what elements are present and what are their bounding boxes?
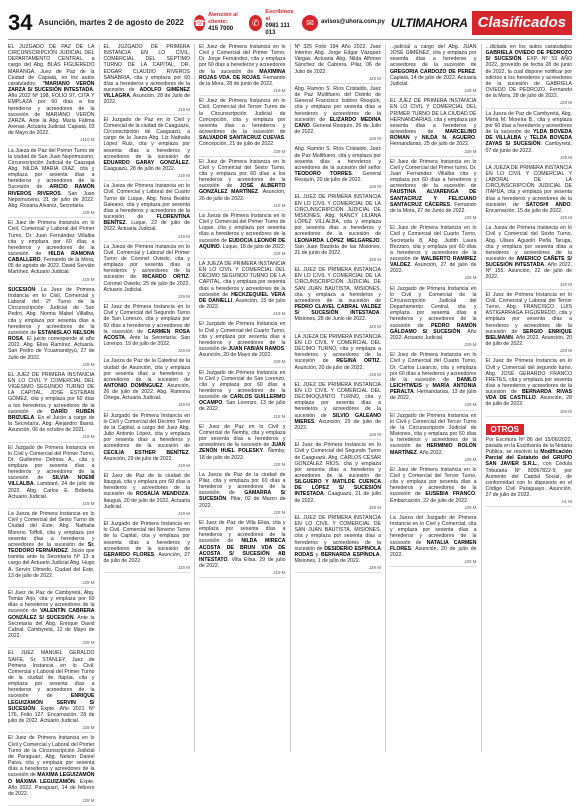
notice-id: J29 M bbox=[390, 505, 477, 513]
contact-phone-label: Atención al cliente: bbox=[208, 12, 238, 25]
notice-id: J19 M bbox=[104, 107, 191, 115]
legal-notice: EL JUEZ DE PRIMERA INSTANCIA EN LO CIVIL Y COMERCIAL DE LA CIRCUNSCRIPCIÓN JUDICIAL DE SAN JUAN BAUTISTA, MISIONES, cita y emplaza a herederos y acreedores de la sucesión de PEDRO CLAVEL CABRAL VALDEZ S/ SUCESIÓN INTESTADA. Misiones, 28 de Junio de 2022. J29 M bbox=[295, 267, 382, 332]
notice-id: J29 M bbox=[486, 215, 573, 223]
legal-notice: ...judicial a cargo del Abg. JUAN JOSÉ GIMÉNEZ, cita y emplaza por sesenta días a herederos y acreedores de la sucesión de GREGORIA CARDOZO DE PEREZ. Capiatá, 14 de julio de 2022. Actuaria Judicial. J29 M bbox=[390, 44, 477, 96]
notice-id: J29 M bbox=[8, 640, 95, 648]
legal-notice: EL JUEZ DE PRIMERA INSTANCIA EN LO CIVIL Y COMERCIAL DEL DECIMOQUINTO TURNO, cita y emplaza por sesenta días a herederos y acreedores de la sucesión de SILVIO GALEANO MIERES. Asunción, 29 de julio de 2022. J29 M bbox=[295, 382, 382, 440]
legal-notice: El Juez de Primera Instancia en lo Civil, Comercial y Laboral del Primer Turno, Dr. Juan Fernández Villalba cita y emplaza por 60 días a herederos y acreedores de la sucesión de HILDA RAMONA CABALLERO. Fernando de la Mora, 05 de agosto de 2022. David Servián Martínez, Actuario Judicial. J19 M bbox=[8, 220, 95, 285]
legal-notice: El Juez de Primera Instancia en lo Civil y Comercial del Cuarto Turno, Secretaría 8, Abg. Judith Laura Bezzaro, cita y emplaza por 60 días a herederos y acreedores de la sucesión de WALBERTO RAMIREZ VALDEZ. Asunción, 27 de julio de 2022. J29 M bbox=[390, 225, 477, 283]
notice-id: J29 M bbox=[8, 580, 95, 588]
notice-id: J29 M bbox=[295, 136, 382, 144]
legal-notice: El Juez de Primera Instancia en lo Civil y Comercial del Primer turno, Dr. Juan Fernández Villalba cita y emplaza por 60 días a herederos y acreedores de la sucesión de FAUSTINA ALVARENGA DE SANTACRUZ Y FELICIANO SANTACRUZ CÁCERES. Fernando de la Mora, 27 de Junio de 2022. J29 M bbox=[390, 159, 477, 224]
notice-id: J29 M bbox=[486, 282, 573, 290]
notice-id: J19 M bbox=[295, 372, 382, 380]
section-title: Clasificados bbox=[472, 11, 572, 35]
legal-notice: El Juez de Primera Instancia en lo Civil, Comercial del Tercer Turno de la Circunscripción Judicial de Concepción, cita y emplaza por sesenta días a herederos y acreedores de la sucesión de SALVADOR SANTACRUZ CUEVAS. Concepción, 21 de julio de 2022. J29 M bbox=[199, 98, 286, 156]
notice-id: J19 M bbox=[8, 501, 95, 509]
column-2 bbox=[99, 44, 191, 752]
legal-notice: El Juez de Primera Instancia en lo Civil y Comercial del Tercer Turno, cita y emplaza por sesenta días a herederos y acreedores de la sucesión de EUSEBIA FRANCO. Embarcación, 22 de julio de 2022. J29 M bbox=[390, 467, 477, 513]
legal-notice: El Juez de Primera Instancia en lo Civil y Comercial del Segundo Turno de San Lorenzo, cita y emplaza por 60 días a herederos y acreedores de la sucesión de CARMEN ROSA ACOSTA. Ante la Secretaría. San Lorenzo, 19 de julio de 2022. J29 M bbox=[104, 304, 191, 356]
notice-id: J19 M bbox=[199, 570, 286, 578]
legal-notice: La Jueza de Paz del Primer Turno de la ciudad de San Juan Nepomuceno, Circunscripción Judicial de Caazapá Abg. NILDA MARÍA DIAZ, cita y emplaza por sesenta días a herederos y acreedores de la Sucesión de ARICIO RAMÓN RIVEROS RIVEROS. San Juan Nepomuceno, 21 de julio de 2022. Abg. Rosana Alvarez, Secretaria. J29 M bbox=[8, 148, 95, 219]
notice-id: J29 M bbox=[104, 294, 191, 302]
notice-id: J19 M bbox=[8, 277, 95, 285]
legal-notice: La Jueza de Primera Instancia en lo Civil y Comercial del Primer Turno de Luque, cita y emplaza por sesenta días a herederos y acreedores de la sucesión de EUDOCIA LEONOR DE AQUINO. Luque, 18 de julio de 2022. J29 M bbox=[199, 213, 286, 259]
notice-id: J29 M bbox=[8, 362, 95, 370]
legal-notice: El Juez de Paz de Cambyretá, Abg. Tomás Arjo, cita y emplaza por 60 días a herederos y acreedores de la sucesión de VALENTÍN CABRERA GONZÁLEZ S/ SUCESIÓN. Ante la Secretaría del Abg. Enrique David Cabral. Cambyretá, 12 de Mayo de 2022. J29 M bbox=[8, 590, 95, 648]
page-number: 34 bbox=[8, 9, 33, 35]
contact-email-value: avisos@uhora.com.py bbox=[320, 19, 385, 25]
legal-notice: Por Escritura Nº 86 del 15/06/2022, pasada en la Escribanía de la Notaria Pública, se resolvió la Modificación Parcial del Estatuto del GRUPO SAN JAVIER S.R.L., con Cédula Tributaria Nº 80067822-9, por Aumento del Capital Social, de conformidad con lo dispuesto en el Código Civil Paraguayo. Asunción, 27 de julio de 2022. A1 M bbox=[486, 437, 573, 508]
column-6 bbox=[481, 44, 573, 752]
notice-id: J29 M bbox=[390, 149, 477, 157]
notice-id: J29 M bbox=[104, 565, 191, 573]
legal-notice: EL JUEZ DE PRIMERA INSTANCIA EN LO CIVIL Y COMERCIAL DE LA CIRCUNSCRIPCIÓN JUDICIAL DE MISIONES, Abg. NANCY LILIANA LÓPEZ VILLALBA, cita y emplaza por sesenta días a herederos y acreedores de la sucesión de LEONARDA LÓPEZ MELGAREJO. San Juan Bautista de las Misiones, 21 de junio de 2022. J29 M bbox=[295, 194, 382, 265]
legal-notice: EL JUEZ DE PRIMERA INSTANCIA EN LO CIVIL Y COMERCIAL DEL VIGÉSIMO SEGUNDO TURNO DE LA CAPITAL, JOSÉ ESTEBAN GÓMEZ, cita y emplaza por 60 días a los herederos y acreedores de la sucesión de DARÍO RUBÉN BRIZUELA. En el Juicio a cargo de la Secretaría, Abg. Alejandro Ibarra. Asunción, 06 de octubre de 2021. J19 M bbox=[8, 372, 95, 443]
notice-id: J29 M bbox=[390, 457, 477, 465]
legal-notice: EL JUEZ MANUEL GERALDO SAIFE, Sr. STANLEY, Juez de Primera Instancia en lo Civil, Comercial y Laboral del Primer Turno de la ciudad de Itapúa, cita y emplaza por sesenta días a herederos y acreedores de la sucesión de ENRIQUE LEGUIZAMÓN SERVIN S/ SUCESIÓN. Expte. Año 2021 Nº 176, Folio 127. Encarnación, 28 de julio de 2022. Actuario Judicial. J29 M bbox=[8, 650, 95, 733]
notice-id: J29 M bbox=[390, 559, 477, 567]
legal-notice: El Juez de Primera Instancia en lo Civil y Comercial del Segundo Turno de Caaguazú, Abg. CARLOS CÉSAR GONZÁLEZ RÍOS, cita y emplaza por sesenta días a herederos y acreedores de la sucesión de SILGUERO Y MATILDE CUENCA DE LÓPEZ S/ SUCESIÓN INTESTADA. Caaguazú, 21 de julio de 2022. J29 M bbox=[295, 442, 382, 513]
contact-phone[interactable] bbox=[194, 12, 243, 33]
brand-area bbox=[391, 11, 572, 35]
legal-notice: LA JUEZA DE PRIMERA INSTANCIA EN LO CIVIL Y COMERCIAL DEL DÉCIMO TURNO, cita y emplaza a herederos y acreedores de la sucesión de REGINA ORTIZ. Asunción, 20 de julio de 2022. J19 M bbox=[295, 334, 382, 380]
notice-id: J29 M bbox=[486, 155, 573, 163]
brand-logo: ULTIMAHORA bbox=[390, 15, 468, 30]
notice-id: J29 M bbox=[295, 324, 382, 332]
notice-id: J29 M bbox=[8, 725, 95, 733]
legal-notice: El Juzgado de Primera Instancia en lo Civil y Comercial del Cuarto Turno, cita y emplaza por sesenta días a herederos y acreedores de la sucesión de JUAN FABIÁN RAMOS. Asunción, 20 de Mayo de 2022. J29 M bbox=[199, 321, 286, 367]
notice-id: J29 M bbox=[486, 409, 573, 417]
legal-notice: El Juzgado de Paz en lo Civil y Comercial de la ciudad de Caaguazú, Circunscripción de Caaguazú, a cargo de la Jueza Abg. Liz Nathalia López Ruiz, cita y emplaza por sesenta días a herederos y acreedores de la sucesión de EDUARDO GARAY GONZÁLEZ. Caaguazú, 28 de julio de 2022. J19 M bbox=[104, 117, 191, 182]
whatsapp-icon: ✆ bbox=[249, 15, 263, 31]
notice-id: J29 M bbox=[199, 510, 286, 518]
legal-notice: Abg. Ramón S. Ríos Cristaldo, Juez de Paz Multifuero del Distrito de General Francisco Isidoro Resquín, cita y emplaza por sesenta días a herederos y acreedores de la sucesión de ELIZARDO MEDINA CANO. General Resquín, 26 de Julio de 2022. J29 M bbox=[295, 86, 382, 144]
notice-id: J29 M bbox=[390, 88, 477, 96]
notice-id: J29 M bbox=[295, 257, 382, 265]
legal-notice: El Juez de Paz en lo Civil y Comercial de Ñemby, cita y emplaza por sesenta días a herederos y acreedores de la sucesión de JUAN ZENÓN HUEL POLESKY. Ñemby, 18 de julio de 2022. J29 M bbox=[199, 424, 286, 470]
legal-notice: La Jueza de Paz de la ciudad de Pilar, cita y emplaza por 60 días a herederos y acreedores de la sucesión de GAMARRA S/ SUCESIÓN. Pilar, 02 de Marzo de 2022. J29 M bbox=[199, 472, 286, 518]
notice-id: J29 M bbox=[390, 215, 477, 223]
notice-id: J29 M bbox=[295, 76, 382, 84]
notice-id: J29 M bbox=[390, 402, 477, 410]
notice-id: J29 M bbox=[104, 348, 191, 356]
notice-id: J29 M bbox=[486, 100, 573, 108]
contact-whatsapp-label: Escribinos al bbox=[265, 8, 294, 22]
legal-notice: El Juez de Primera Instancia en lo Civil y Comercial del Sexto Turno, cita y emplaza por 60 días a los herederos y acreedores de la sucesión de JOSÉ ALBERTO GONZÁLEZ MARTÍNEZ. Asunción, 26 de julio de 2022. J19 M bbox=[199, 159, 286, 211]
notice-id: J29 M bbox=[104, 402, 191, 410]
notice-id: J29 M bbox=[295, 565, 382, 573]
legal-notice: El Juzgado de Primera Instancia en lo Civil y Comercial del Décimo Turno de la Capital, a cargo del Juez Abg. Julio Antonio López, cita y emplaza por sesenta días a herederos y acreedores de la sucesión de CECILIA ESTHER BENÍTEZ. Asunción, 29 de julio de 2022. J19 M bbox=[104, 413, 191, 471]
legal-notice: Abg. Ramón S. Ríos Cristaldo, Juez de Paz Multifuero, cita y emplaza por sesenta días a herederos y acreedores de la sucesión del señor TEODORO TORRES. General Resquín, 20 de julio de 2022. J29 M bbox=[295, 146, 382, 192]
legal-notice: EL JUEZ DE PRIMERA INSTANCIA EN LO CIVIL Y COMERCIAL DE SAN JUAN BAUTISTA, MISIONES, cita y emplaza por sesenta días a herederos y acreedores de la sucesión de DESIDERIO ESPÍNOLA RODAS y BERNARDA ESPÍNOLA. Misiones, 1 de julio de 2022. J29 M bbox=[295, 515, 382, 573]
notice-id: J29 M bbox=[390, 342, 477, 350]
notice-id: J29 M bbox=[199, 462, 286, 470]
notice-id: A1 M bbox=[486, 499, 573, 507]
column-1 bbox=[8, 44, 95, 803]
email-icon: ✉ bbox=[302, 15, 318, 31]
classifieds-columns bbox=[8, 44, 573, 803]
notice-id: J19 M bbox=[199, 414, 286, 422]
legal-notice: El Juez de Paz de la ciudad de Itauguá, cita y emplaza por 60 días a herederos y acreedores de la sucesión de ROSALÍA MENDOZA. Itauguá, 20 de julio de 2022. Actuaria Judicial. J19 M bbox=[104, 473, 191, 519]
notice-id: J19 M bbox=[199, 88, 286, 96]
notice-id: J110 M bbox=[8, 137, 95, 145]
legal-notice: La Jueza de Primera Instancia en lo Civil y Comercial del Sexto Turno, Abg. Ulises Agustín Peña Taruga, cita y emplaza por sesenta días a herederos y acreedores de la sucesión de AMERICO CAÑETE S/ SUCESIÓN INTESTADA. Año 2022, Nº 155. Asunción, 22 de julio de 2022. J29 M bbox=[486, 225, 573, 290]
legal-notice: La Jueza de Paz de Cambyretá, Abg. Mirna M. Moreira B., cita y emplaza por 60 días a herederos y acreedores de la sucesión de YLDA BOVEDA DE VILLALBA y TELDA BOVEDA ZAYAS S/ SUCESIÓN. Cambyretá, 07 de junio de 2022. J29 M bbox=[486, 111, 573, 163]
legal-notice: El Juzgado de Primera Instancia en lo Civil y Comercial de la Circunscripción Judicial del Departamento Central, cita y emplaza por sesenta días a herederos y acreedores de la sucesión de PEDRO RAMÓN GÁLDAMO S/ SUCESIÓN. Año 2022. Actuario Judicial. J29 M bbox=[390, 286, 477, 351]
legal-notice: EL JUZGADO DE PRIMERA INSTANCIA EN LO CIVIL, COMERCIAL DEL SÉPTIMO TURNO DE LA CAPITAL, DR. EDGAR CLAUDIO RIVEROS SANABRIA, cita y emplaza por 60 días a herederos y acreedores de la sucesión de ADOLFO GIMÉNEZ VILLAGRA. Asunción, 28 de Julio de 2022. J19 M bbox=[104, 44, 191, 115]
section-label-otros: OTROS bbox=[486, 424, 524, 435]
column-3 bbox=[194, 44, 286, 752]
legal-notice: LA JUEZA DE PRIMERA INSTANCIA EN LO CIVIL Y COMERCIAL Y LABORAL DE LA CIRCUNSCRIPCIÓN JUDICIAL DE ITAPÚA, cita y emplaza por sesenta días a herederos y acreedores de la sucesión de SATOSHI ANDO. Encarnación, 15 de julio de 2022. J29 M bbox=[486, 165, 573, 223]
legal-notice: El Juez de Primera Instancia en lo Civil y Comercial y Laboral del Primer Turno de la Circunscripción Judicial de Paraguarí, Abg. Nelson Daniel Paiva, cita y emplaza por sesenta días a herederos y acreedores de la sucesión de MAXIMA LEGUIZAMÓN O MÁXIMA LEGUIZAMÓN. Expte. Año 2022. Paraguarí, 14 de febrero de 2022. J29 M bbox=[8, 735, 95, 806]
legal-notice: El Juez de Primera Instancia en lo Civil y Comercial del Primer Turno, Dr. Jorge Fernández, cita y emplaza por 60 días a herederos y acreedores de la sucesión de MAXIMINA ROJAS VDA. DE ROJAS. Fernando de la Mora, 28 de junio de 2022. J19 M bbox=[199, 44, 286, 96]
notice-id: J29 M bbox=[295, 505, 382, 513]
phone-icon: ☎ bbox=[194, 15, 205, 31]
column-4 bbox=[290, 44, 382, 752]
notice-id: J19 M bbox=[104, 463, 191, 471]
notice-id: J19 M bbox=[199, 311, 286, 319]
notice-id: J29 M bbox=[295, 184, 382, 192]
contact-whatsapp[interactable] bbox=[249, 9, 296, 37]
legal-notice: El Juzgado de Primera Instancia en lo Civil y Comercial del Tercer Turno de la Circunscripción Judicial de Misiones, cita y emplaza por 60 días a herederos y acreedores de la sucesión de HERMINIO ROLÓN MARTÍNEZ. Año 2022. J29 M bbox=[390, 413, 477, 465]
publication-date: Asunción, martes 2 de agosto de 2022 bbox=[38, 18, 184, 27]
legal-notice: El Juez de Primera Instancia en lo Civil y Comercial del Cuarto Turno, Dr. Carlos Lusarcio, cita y emplaza por 60 días a herederos y acreedores de la sucesión de DANILO LEICHTWEIS y MARÍA ANTONIA PERALTA. Hernandarias, 13 de julio de 2022. J29 M bbox=[390, 352, 477, 410]
column-5 bbox=[385, 44, 477, 752]
contact-phone-value: 415 7000 bbox=[208, 26, 234, 32]
notice-id: J29 M bbox=[199, 251, 286, 259]
notice-id: J29 M bbox=[295, 432, 382, 440]
notice-id: J29 M bbox=[8, 210, 95, 218]
legal-notice: Nº 325 Folio 194 Año 2022. Juez Interino Abg. Jorge Edgar Vázquez Vargas. Actuaria Abg. Nilda Alfonso Sánchez de Cabrera. Pilar, 06 de Julio de 2022. J29 M bbox=[295, 44, 382, 84]
legal-notice: El Juzgado de Primera Instancia en lo Civil y Comercial del Primer Turno, Dr. Guillermo Delmas A., cita y emplaza por sesenta días a herederos y acreedores de la sucesión de SILVIA NOEMÍ VILLALBA. Lambaré, 24 de julio de 2022. Abg. Carlos E. Bóbeda, Actuario Judicial. J19 M bbox=[8, 445, 95, 510]
legal-notice: La Jueza de Primera Instancia en lo Civil y Comercial del Sexto Turno de Ciudad del Este, Abg. Nathalia Moreno Toffoli, cita y emplaza por sesenta días a herederos y acreedores de la sucesión de Sr. TEODORO FERNÁNDEZ. Juicio que tramita ante la Secretaría Nº 13 a cargo del Actuario Judicial Abg. Hugo A. Servín Olmedo. Ciudad del Este, 13 de julio de 2022. J29 M bbox=[8, 511, 95, 588]
legal-notice: La Jueza de Primera Instancia en lo Civil, Comercial y Laboral del Primer Turno de Coronel Oviedo, cita y emplaza por sesenta días a herederos y acreedores de la sucesión de RICARDO ORTIZ. Coronel Oviedo, 25 de julio de 2022. Actuario Judicial. J29 M bbox=[104, 244, 191, 302]
legal-notice: La Jueza del Juzgado de Primera Instancia en lo Civil y Comercial, cita y emplaza por sesenta días a herederos y acreedores de la sucesión de NATALIA CARMEN FLORES. Asunción, 20 de julio de 2022. J29 M bbox=[390, 515, 477, 567]
legal-notice: ...dictada en los autos caratulados GABRIELA OVIEDO DE PEDROZO S/ SUCESIÓN. EXP. Nº 53 AÑO 2022, proveído de fecha 28 de junio de 2022, la cual dispone notificar por edictos a los herederos y acreedores de la sucesión de GABRIELA OVIEDO DE PEDROZO. Fernando de la Mora, 28 de julio de 2022. J29 M bbox=[486, 44, 573, 109]
notice-id: J19 M bbox=[199, 203, 286, 211]
contact-email[interactable] bbox=[302, 15, 385, 31]
legal-notice: LA JUEZA DE PRIMERA INSTANCIA EN LO CIVIL Y COMERCIAL DEL DÉCIMO SEGUNDO TURNO DE LA CAPITAL, cita y emplaza por sesenta días a herederos y acreedores de la sucesión de HECKZEQUIEL VERA DE DANIELLI. Asunción, 15 de julio de 2022. J19 M bbox=[199, 261, 286, 319]
legal-notice: EL JUZGADO DE PAZ DE LA CIRCUNSCRIPCIÓN JUDICIAL DEL DEPARTAMENTO CENTRAL, a cargo del Abg. BLAS FIGUEREDO MARANGA, Juez de Paz de la Ciudad de Capiatá, en los autos caratulados: "MARIANO VERÓN ZARZA S/ SUCESIÓN INTESTADA. Año 2022 Nº 198, FOLIO 97, CITA Y EMPLAZA por 60 días a los herederos y acreedores de la sucesión de MARIANO VERÓN ZARZA. Ante la Abg. María Fátima Arenas, Actuaria Judicial. Capiatá, 03 de Mayo de 2022. J110 M bbox=[8, 44, 95, 146]
notice-id: J29 M bbox=[199, 359, 286, 367]
contact-whatsapp-value: 0981 111 013 bbox=[265, 22, 290, 36]
notice-id: J19 M bbox=[104, 511, 191, 519]
notice-id: J29 M bbox=[199, 149, 286, 157]
legal-notice: EL JUEZ DE PRIMERA INSTANCIA EN LO CIVIL Y COMERCIAL DEL PRIMER TURNO DE LA CIUDAD DE HERNANDARIAS, cita y emplaza por sesenta días a herederos y acreedores de MARCELINO ROMAN y NILDA N. AGUERO. Hernandarias, 25 de julio de 2022. J29 M bbox=[390, 98, 477, 156]
notice-id: J29 M bbox=[486, 348, 573, 356]
legal-notice: El Juez de Paz de Villa Elisa, cita y emplaza por sesenta días a herederos y acreedores de la sucesión de NILDA MIRECA ACOSTA DE BRUN VDA DE ACOSTA S/ SUCESIÓN AB INTESTATO. Villa Elisa, 29 de julio de 2022. J19 M bbox=[199, 520, 286, 578]
notice-id: J19 M bbox=[104, 173, 191, 181]
legal-notice: El Juez de Primera Instancia en lo Civil, Comercial y Laboral del Tercer Turno, Abg. FRANCISCO LUIS ASTIGARRAGA FIGUEREDO, cita y emplaza por sesenta días a herederos y acreedores de la sucesión de SERGIO ENRIQUE BIELMANN. Año 2022. Asunción, 20 de julio de 2022. J29 M bbox=[486, 292, 573, 357]
legal-notice: SUCESIÓN: La Juez de Primera Instancia en lo Civil, Comercial y Laboral del 2º Turno de la Circunscripción Judicial de San Pedro, Abg. Norma Mabel Villalba, cita y emplaza por sesenta días a herederos y acreedores de la sucesión de ESTANISLAO NELSON ROSA. El juicio corresponde al año 2022. Abg. Elisa Ramírez, Actuaria. San Pedro de Ycuamandyyú, 27 de Julio de 2022. J29 M bbox=[8, 287, 95, 370]
legal-notice: El Juzgado de Primera Instancia en lo Civil y Comercial de San Lorenzo, cita y emplaza por 60 días a herederos y acreedores de la sucesión de CARLOS GUILLERMO OCAMPO. San Lorenzo, 13 de julio de 2022. J19 M bbox=[199, 370, 286, 422]
notice-id: J29 M bbox=[390, 275, 477, 283]
notice-id: J29 M bbox=[8, 798, 95, 806]
legal-notice: El Juez de Primera Instancia en lo Civil y Comercial del segundo turno, Abg. JOSÉ GERARDO FRANCO FRETES, cita y emplaza por sesenta días a herederos y acreedores de la sucesión de BERNARDA RIVAS VDA DE CASTILLO. Asunción, 28 de julio de 2022. J29 M bbox=[486, 358, 573, 416]
legal-notice: La Jueza de Paz de la Catedral de la ciudad de Asunción, cita y emplaza por sesenta días a herederos y acreedores de la sucesión de ANTONIO DOMÍNGUEZ. Asunción, 26 de julio de 2022. Abg. Ramona Ortega, Actuaria Judicial. J29 M bbox=[104, 358, 191, 410]
page-header bbox=[8, 6, 572, 40]
notice-id: J19 M bbox=[104, 234, 191, 242]
legal-notice: El Juzgado de Primera Instancia en lo Civil, Comercial del Noveno Turno de la Capital, cita y emplaza por sesenta días a herederos y acreedores de la sucesión de GERARDO FLORES. Asunción, 27 de julio de 2022. J29 M bbox=[104, 521, 191, 573]
notice-id: J19 M bbox=[8, 434, 95, 442]
legal-notice: La Jueza de Primera Instancia en lo Civil, Comercial y Laboral del Cuarto Turno de Luque, Abg. Nora Beatriz Galeano, cita y emplaza por sesenta días a herederos y acreedores de la sucesión de FLORENTINA BENÍTEZ. Luque, 22 de julio de 2022. Actuaria Judicial. J19 M bbox=[104, 183, 191, 241]
